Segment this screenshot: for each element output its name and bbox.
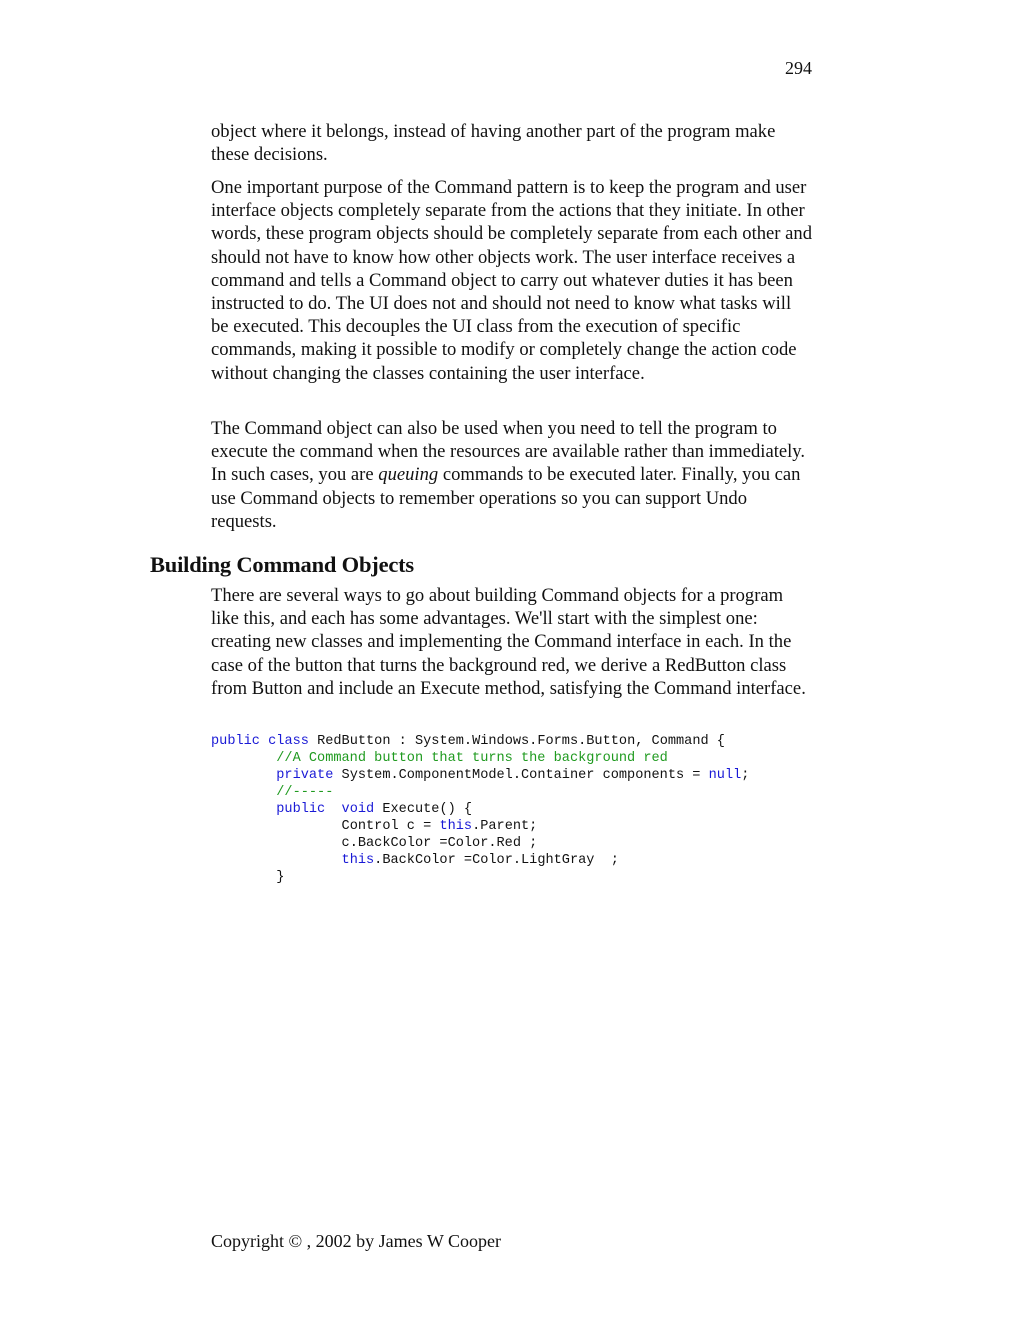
paragraph-intro-continuation: [211, 120, 813, 166]
code-text: .BackColor =Color.LightGray ;: [374, 853, 619, 868]
code-line-3: [211, 767, 831, 784]
code-line-1: [211, 733, 831, 750]
page-number: 294: [785, 58, 812, 78]
code-text: System.ComponentModel.Container components =: [333, 768, 709, 783]
code-line-7: [211, 835, 831, 852]
code-text: }: [276, 870, 285, 885]
code-keyword: class: [268, 734, 309, 749]
section-heading: Building Command Objects: [150, 552, 414, 577]
code-keyword: void: [341, 802, 375, 817]
code-text: .Parent;: [472, 819, 538, 834]
paragraph-text-part: The Command object can also be used when you need to tell the program to execute the command when the resources are available rather than immediately. In such cases, you are: [211, 418, 806, 486]
code-line-8: [211, 852, 831, 869]
code-text: RedButton : System.Windows.Forms.Button, Command {: [308, 734, 725, 749]
code-keyword: this: [439, 819, 473, 834]
emphasis-queuing: queuing: [378, 464, 439, 486]
code-comment: //-----: [276, 785, 334, 800]
code-line-4: [211, 784, 831, 801]
code-line-5: [211, 801, 831, 818]
code-keyword: private: [276, 768, 334, 783]
code-line-6: [211, 818, 831, 835]
paragraph-text: object where it belongs, instead of having another part of the program make these decisions.: [211, 121, 776, 166]
code-keyword: public: [276, 802, 326, 817]
code-keyword: null: [708, 768, 742, 783]
code-keyword: this: [341, 853, 375, 868]
code-keyword: public: [211, 734, 260, 749]
paragraph-building-objects: [211, 584, 813, 700]
copyright-footer: Copyright © , 2002 by James W Cooper: [211, 1231, 501, 1251]
paragraph-text: There are several ways to go about building Command objects for a program like this, and each has some advantages. We'll start with the simplest one: creating new classes and implementing the Command interface in each. In the case of the button that turns the background red, we derive a RedButton class from Button and include an Execute method, satisfying the Command interface.: [211, 585, 806, 699]
code-line-2: [211, 750, 831, 767]
paragraph-text: One important purpose of the Command pattern is to keep the program and user interface objects completely separate from the actions that they initiate. In other words, these program objects should be completely separate from each other and should not have to know how other objects work. The user interface receives a command and tells a Command object to carry out whatever duties it has been instructed to do. The UI does not and should not need to know what tasks will be executed. This decouples the UI class from the execution of specific commands, making it possible to modify or completely change the action code without changing the classes containing the user interface.: [211, 177, 812, 384]
paragraph-text: [211, 417, 813, 533]
paragraph-command-purpose: [211, 176, 813, 385]
code-line-9: [211, 869, 831, 886]
paragraph-queuing: [211, 417, 813, 533]
code-text: Control c =: [341, 819, 440, 834]
code-text: ;: [741, 768, 750, 783]
code-comment: //A Command button that turns the background red: [276, 751, 668, 766]
code-listing: [211, 733, 831, 886]
code-text: Execute() {: [374, 802, 473, 817]
paragraph-text-part: commands to be executed later. Finally, you can use Command objects to remember operations so you can support Undo requests.: [211, 464, 801, 532]
code-text: c.BackColor =Color.Red ;: [341, 836, 538, 851]
